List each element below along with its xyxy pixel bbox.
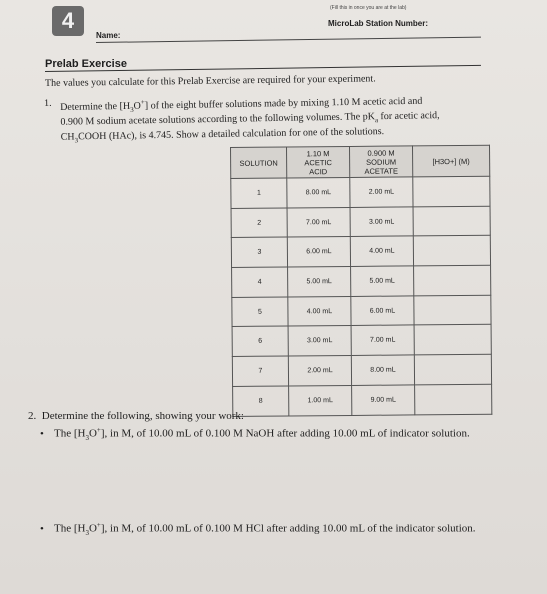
cell-h3o-answer[interactable] [413, 236, 490, 266]
cell-solution: 8 [233, 386, 289, 416]
cell-acetic-acid: 8.00 mL [287, 177, 350, 207]
cell-h3o-answer[interactable] [414, 265, 491, 295]
question-1 [44, 90, 495, 147]
question-1-line-1: Determine the $[H_3O^+]$ of the eight buffer solutions made by mixing 1.10 M acetic acid and [60, 95, 423, 114]
section-title: Prelab Exercise [45, 58, 127, 70]
cell-acetic-acid: 7.00 mL [287, 207, 350, 237]
table-row [231, 206, 490, 238]
cell-acetic-acid: 3.00 mL [288, 326, 351, 356]
cell-sodium-acetate: 9.00 mL [352, 385, 415, 415]
chapter-badge: 4 [52, 6, 84, 36]
header-solution: SOLUTION [231, 147, 287, 178]
cell-solution: 2 [231, 208, 287, 238]
cell-solution: 1 [231, 178, 287, 208]
cell-sodium-acetate: 3.00 mL [350, 207, 413, 237]
table-row [232, 295, 491, 327]
cell-solution: 6 [232, 326, 288, 356]
cell-h3o-answer[interactable] [413, 176, 490, 206]
cell-acetic-acid: 6.00 mL [287, 237, 350, 267]
cell-sodium-acetate: 6.00 mL [351, 296, 414, 326]
question-2: 2. Determine the following, showing your work: [28, 410, 244, 422]
cell-h3o-answer[interactable] [415, 384, 492, 414]
table-row [231, 176, 490, 208]
cell-solution: 3 [231, 237, 287, 267]
header-sodium-acetate: 0.900 M SODIUM ACETATE [349, 146, 412, 178]
station-note: (Fill this in once you are at the lab) [330, 5, 407, 11]
intro-text: The values you calculate for this Prelab Exercise are required for your experiment. [44, 73, 376, 89]
header-h3o: [H3O+] (M) [412, 145, 489, 177]
cell-h3o-answer[interactable] [414, 325, 491, 355]
table-row [232, 354, 491, 386]
cell-acetic-acid: 5.00 mL [288, 267, 351, 297]
question-2-bullet-1: • The $[H_3O^+]$, in M, of 10.00 mL of 0.100 M NaOH after adding 10.00 mL of indicator solution. [40, 426, 470, 442]
cell-sodium-acetate: 4.00 mL [350, 236, 413, 266]
table-row [232, 325, 491, 357]
cell-acetic-acid: 1.00 mL [289, 385, 352, 415]
cell-solution: 4 [232, 267, 288, 297]
table-row [232, 265, 491, 297]
name-line[interactable] [96, 37, 481, 43]
cell-h3o-answer[interactable] [413, 206, 490, 236]
table-header-row [231, 145, 490, 178]
table-row [231, 236, 490, 268]
station-number-label: MicroLab Station Number: [328, 19, 429, 28]
cell-solution: 5 [232, 297, 288, 327]
cell-solution: 7 [232, 356, 288, 386]
cell-sodium-acetate: 2.00 mL [350, 177, 413, 207]
buffer-table [230, 145, 492, 417]
cell-h3o-answer[interactable] [414, 354, 491, 384]
cell-acetic-acid: 4.00 mL [288, 296, 351, 326]
header-acetic-acid: 1.10 M ACETIC ACID [287, 146, 350, 178]
question-1-line-3: $CH_3COOH$ (HAc), is 4.745. Show a detailed calculation for one of the solutions. [60, 126, 385, 145]
cell-h3o-answer[interactable] [414, 295, 491, 325]
cell-sodium-acetate: 7.00 mL [351, 325, 414, 355]
name-label: Name: [96, 31, 121, 40]
question-2-bullet-2: • The $[H_3O^+]$, in M, of 10.00 mL of 0.100 M HCl after adding 10.00 mL of the indicator solution. [40, 521, 476, 537]
cell-sodium-acetate: 5.00 mL [351, 266, 414, 296]
question-1-number: 1. [44, 97, 52, 109]
cell-sodium-acetate: 8.00 mL [351, 355, 414, 385]
table-row [233, 384, 492, 416]
question-1-line-2: 0.900 M sodium acetate solutions according to the following volumes. The $pK_a$ for acetic acid, [60, 110, 440, 129]
cell-acetic-acid: 2.00 mL [288, 356, 351, 386]
